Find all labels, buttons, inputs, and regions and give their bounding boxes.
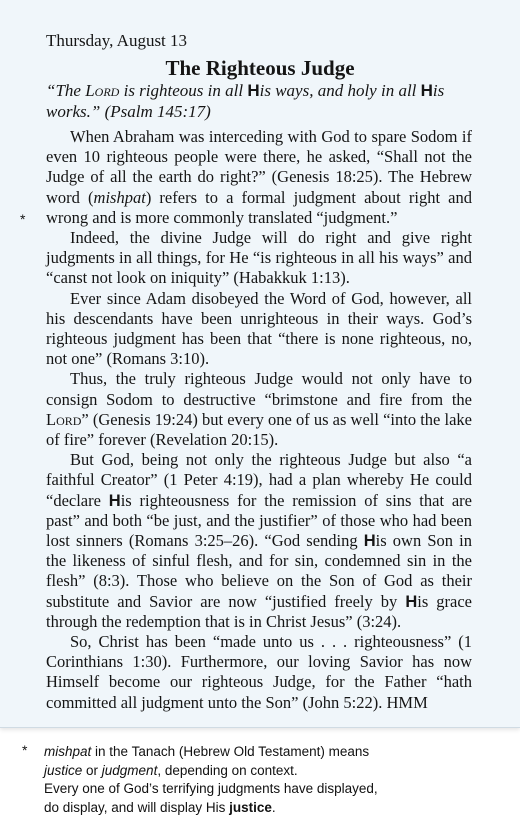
paragraph xyxy=(46,127,472,228)
hebrew-term: mishpat xyxy=(93,187,146,207)
footnote-marker: * xyxy=(20,211,26,227)
paragraph-text: is grace through the redemption that is in Christ Jesus” (3:24). xyxy=(46,591,472,631)
verse-text: is ways, and holy in all xyxy=(259,81,421,100)
paragraph: Indeed, the divine Judge will do right and give right judgments in all things, for He “is righteous in all his ways” and “canst not look on iniquity” (Habakkuk 1:13). xyxy=(46,228,472,288)
emphasized-h: H xyxy=(247,81,260,100)
emphasized-h: H xyxy=(108,491,121,510)
paragraph: So, Christ has been “made unto us . . . righteousness” (1 Corinthians 1:30). Furthermore, our loving Savior has now Himself become our righteous Judge, for the Father “hath committed all judgment unto the Son” (John 5:22). HMM xyxy=(46,632,472,712)
paragraph-text: ” (Genesis 19:24) but every one of us as well “into the lake of fire” forever (Revelation 20:15). xyxy=(46,409,472,450)
footnote-term: judgment xyxy=(101,762,158,778)
paragraph-text: When Abraham was interceding with God to spare Sodom if even 10 righteous people were there, he asked, “Shall not the Judge of all the earth do right?” (Genesis 18:25). The Hebrew word ( xyxy=(46,127,472,207)
paragraph-text: is own Son in the likeness of sinful flesh, and for sin, condemned sin in the flesh” (8:3). Those who believe on the Son of God as their substitute and Savior are now “justified freely by xyxy=(46,531,473,611)
footnote-line xyxy=(44,762,474,781)
verse-text: is works.” (Psalm 145:17) xyxy=(46,81,445,121)
footnote-term: justice xyxy=(44,762,83,778)
verse-text: “The xyxy=(46,81,86,100)
paragraph-text: Thus, the truly righteous Judge would not only have to consign Sodom to destructive “brimstone and fire from the xyxy=(46,369,472,409)
paragraph-text: ) refers to a formal judgment about right and wrong and is more commonly translated “judgment.” xyxy=(46,187,473,227)
paragraph xyxy=(46,369,472,450)
emphasized-h: H xyxy=(363,532,376,551)
paragraph-text: is righteousness for the remission of sins that are past” and both “be just, and the justifier” of those who had been lost sinners (Romans 3:25–26). “God sending xyxy=(46,490,472,551)
footnote-text: or xyxy=(82,762,102,778)
page-title: The Righteous Judge xyxy=(165,56,355,80)
footnote-text: in the Tanach (Hebrew Old Testament) means xyxy=(91,744,370,759)
emphasized-h: H xyxy=(420,81,433,100)
paragraph xyxy=(46,450,472,632)
scripture-verse xyxy=(46,80,478,122)
paragraph-text: But God, being not only the righteous Judge but also “a faithful Creator” (1 Peter 4:19), had a plan whereby He could “declare xyxy=(46,450,472,510)
emphasized-h: H xyxy=(405,592,418,611)
footnote-marker: * xyxy=(22,742,28,758)
footnote-line xyxy=(44,743,474,762)
verse-lord: Lord xyxy=(85,81,120,100)
devotional-body xyxy=(46,127,472,713)
footnote-text: do display, and will display His xyxy=(44,799,230,815)
footnote-line xyxy=(44,799,474,818)
footnote-emphasis: justice xyxy=(229,799,272,815)
footnote-text: . xyxy=(271,799,276,815)
paragraph: Ever since Adam disobeyed the Word of God, however, all his descendants have been unrighteous in their ways. God’s righteous judgment has been that “there is none righteous, no, not one” (Romans 3:10). xyxy=(46,288,472,369)
footnote xyxy=(44,743,474,817)
footnote-text: , depending on context. xyxy=(157,762,298,778)
verse-text: is righteous in all xyxy=(119,81,248,100)
footnote-line: Every one of God’s terrifying judgments have displayed, xyxy=(44,781,378,796)
date-line: Thursday, August 13 xyxy=(46,31,188,50)
small-caps-lord: Lord xyxy=(46,409,82,429)
footnote-term: mishpat xyxy=(44,744,92,759)
